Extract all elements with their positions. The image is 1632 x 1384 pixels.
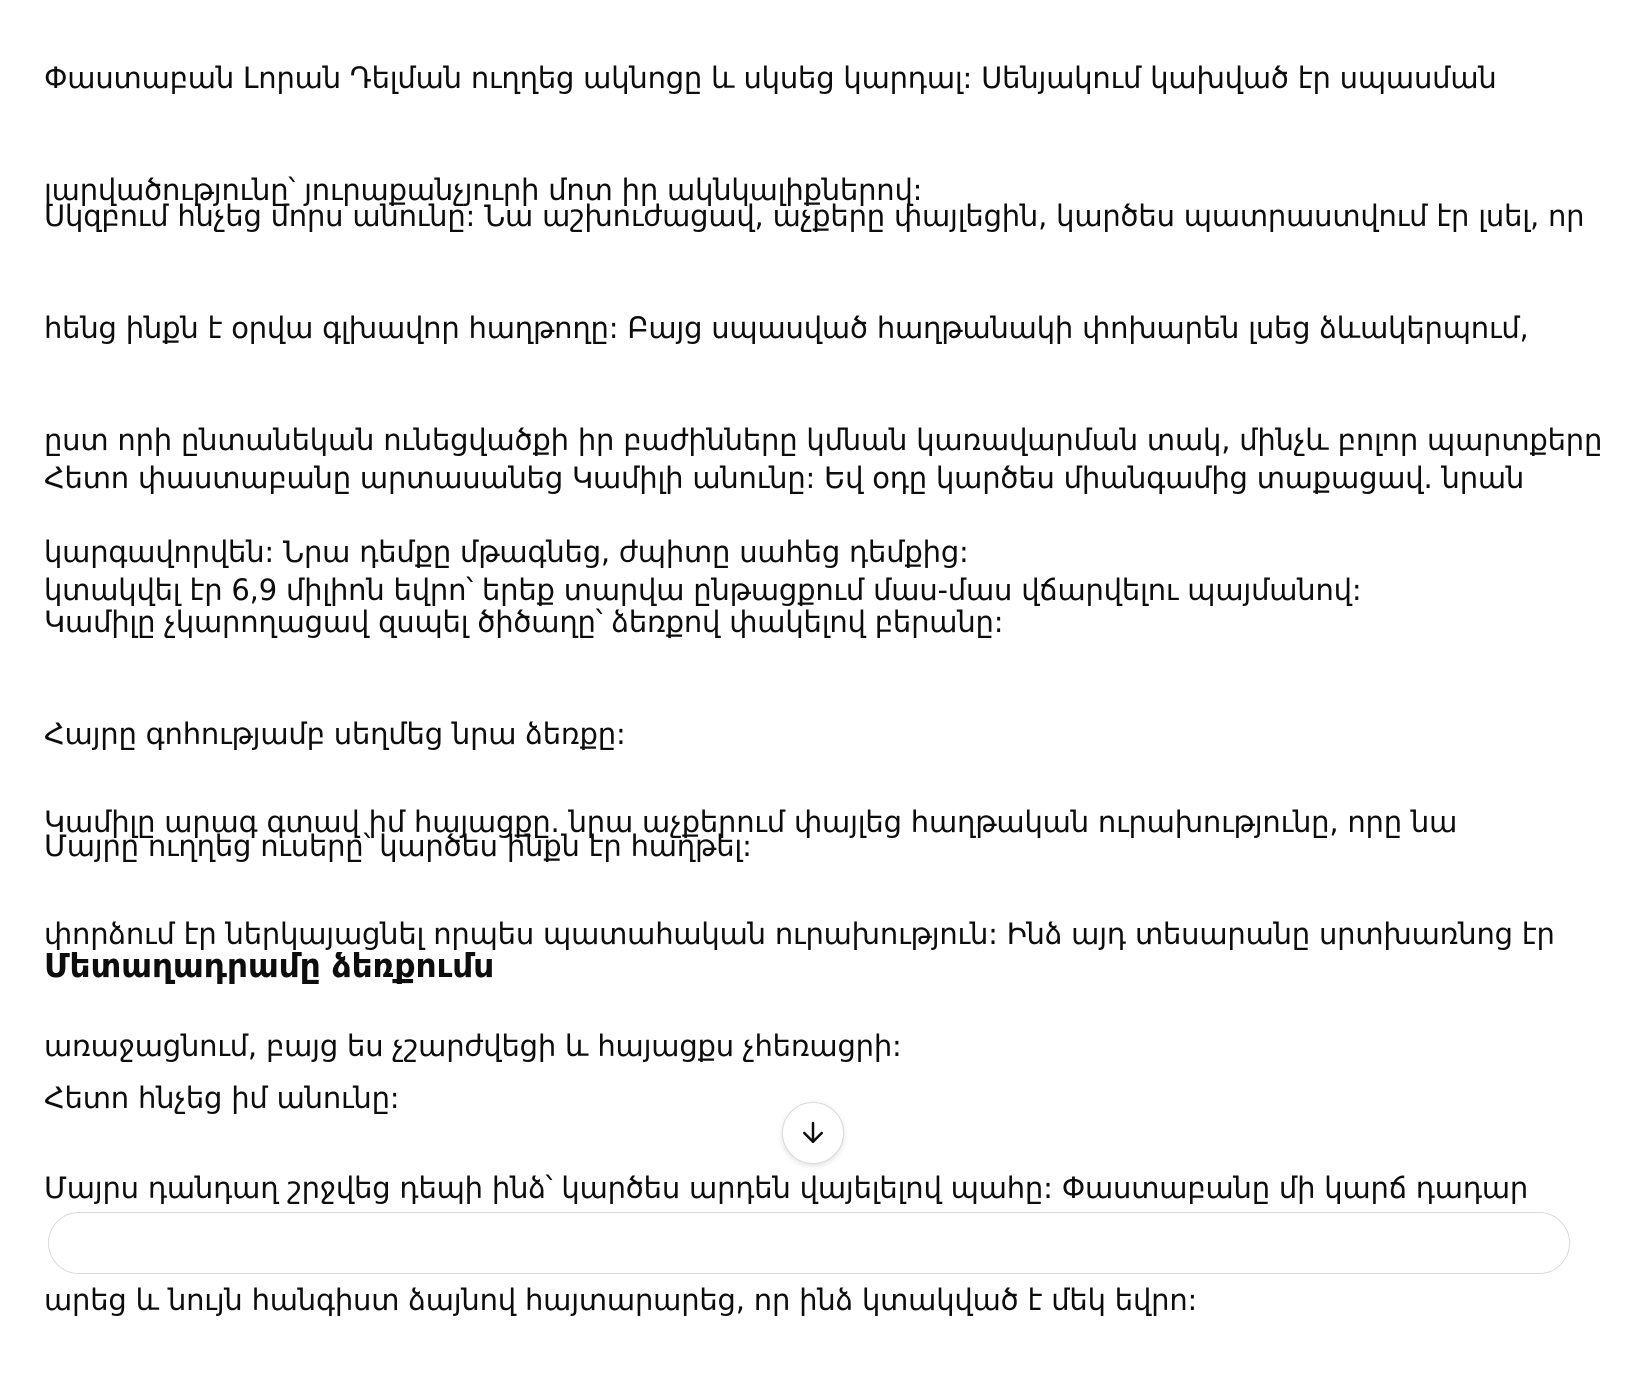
text-line: արեց և նույն հանգիստ ձայնով հայտարարեց, որ ինձ կտակված է մեկ եվրո:	[44, 1283, 1198, 1317]
text-line: Հետո հնչեց իմ անունը:	[44, 1081, 400, 1115]
text-line: Հետո փաստաբանը արտասանեց Կամիլի անունը: Եվ օդը կարծես միանգամից տաքացավ. նրան	[44, 461, 1525, 495]
scroll-to-bottom-button[interactable]	[782, 1102, 844, 1164]
text-line: Հայրը գոհությամբ սեղմեց նրա ձեռքը:	[44, 717, 626, 751]
text-line: ըստ որի ընտանեկան ունեցվածքի իր բաժինները կմնան կառավարման տակ, մինչև բոլոր պարտքերը	[44, 423, 1603, 457]
text-line: Փաստաբան Լորան Դելման ուղղեց ակնոցը և սկսեց կարդալ: Սենյակում կախված էր սպասման	[44, 61, 1497, 95]
text-line: առաջացնում, բայց ես չշարժվեցի և հայացքս չհեռացրի:	[44, 1029, 902, 1063]
arrow-down-icon	[798, 1118, 828, 1148]
text-line: Սկզբում հնչեց մորս անունը: Նա աշխուժացավ, աչքերը փայլեցին, կարծես պատրաստվում էր լսել, որ	[44, 199, 1585, 233]
text-line: Մայրը ուղղեց ուսերը՝ կարծես ինքն էր հաղթել:	[44, 829, 752, 863]
text-line: Կամիլը արագ գտավ իմ հայացքը. նրա աչքերում փայլեց հաղթական ուրախությունը, որը նա	[44, 805, 1458, 839]
text-line: կտակվել էր 6,9 միլիոն եվրո՝ երեք տարվա ընթացքում մաս-մաս վճարվելու պայմանով:	[44, 573, 1362, 607]
text-line: հենց ինքն է օրվա գլխավոր հաղթողը: Բայց սպասված հաղթանակի փոխարեն լսեց ձևակերպում,	[44, 311, 1529, 345]
text-line: Մայրս դանդաղ շրջվեց դեպի ինձ՝ կարծես արդեն վայելելով պահը: Փաստաբանը մի կարճ դադար	[44, 1171, 1529, 1205]
text-line: Կամիլը չկարողացավ զսպել ծիծաղը՝ ձեռքով փակելով բերանը:	[44, 605, 1004, 639]
message-composer[interactable]	[48, 1212, 1570, 1274]
text-line: լարվածությունը՝ յուրաքանչյուրի մոտ իր ակնկալիքներով:	[44, 173, 923, 207]
text-line: կարգավորվեն: Նրա դեմքը մթագնեց, ժպիտը սահեց դեմքից:	[44, 535, 969, 569]
section-heading: Մետաղադրամը ձեռքումս	[44, 946, 495, 985]
text-line: փորձում էր ներկայացնել որպես պատահական ուրախություն: Ինձ այդ տեսարանը սրտխառնոց էր	[44, 917, 1555, 951]
